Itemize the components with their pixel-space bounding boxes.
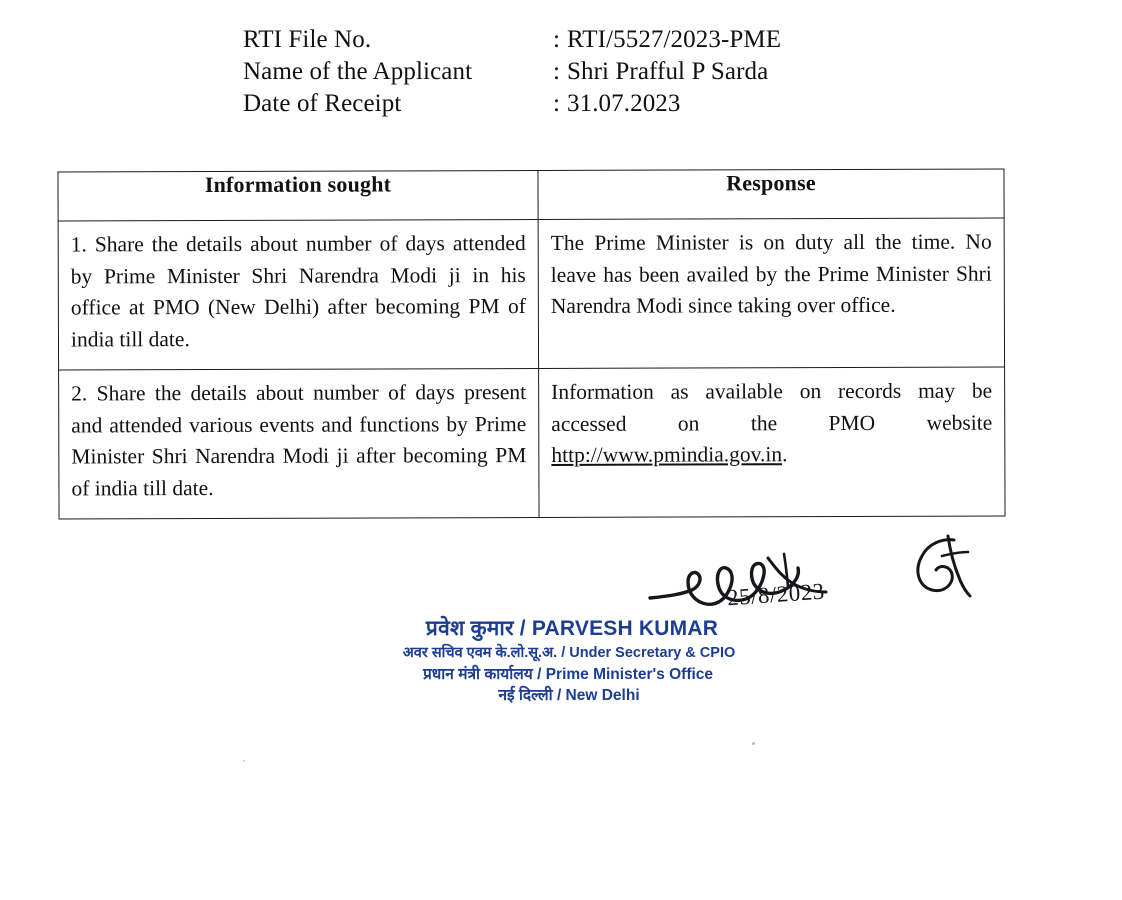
question-text-1: 1. Share the details about number of days attended by Prime Minister Shri Narendra Modi ji in his office at PMO (New Delhi) after becoming PM of india till date. <box>70 231 526 351</box>
rti-response-table <box>57 169 1005 520</box>
signature-area <box>0 520 1122 740</box>
rti-header-block <box>243 26 883 122</box>
scan-speck <box>752 742 755 745</box>
response-text-1: The Prime Minister is on duty all the time. No leave has been availed by the Prime Minister Shri Narendra Modi since taking over office. <box>550 229 992 318</box>
stamp-office: प्रधान मंत्री कार्यालय / Prime Minister's Office <box>422 665 714 683</box>
pmo-website-link[interactable]: http://www.pmindia.gov.in <box>551 442 783 467</box>
response-cell-1 <box>538 218 1004 368</box>
header-colon-applicant: : <box>553 58 561 85</box>
header-value-applicant: Shri Prafful P Sarda <box>567 58 769 85</box>
header-label-applicant: Name of the Applicant <box>243 58 473 85</box>
header-colon-file-no: : <box>553 26 561 53</box>
header-colon-date-of-receipt: : <box>553 90 561 117</box>
stamp-designation: अवर सचिव एवम के.लो.सू.अ. / Under Secretary & CPIO <box>402 645 736 661</box>
response-suffix-2: . <box>782 442 788 467</box>
scan-speck <box>243 760 245 762</box>
question-text-2: 2. Share the details about number of days present and attended various events and functions by Prime Minister Shri Narendra Modi ji after becoming PM of india till date. <box>71 380 527 500</box>
initial-signature-mark <box>908 534 978 600</box>
table-row <box>59 367 1005 519</box>
response-cell-2 <box>539 367 1005 517</box>
response-prefix-2: Information as available on records may be accessed on the PMO website <box>551 378 993 436</box>
header-label-date-of-receipt: Date of Receipt <box>243 90 402 117</box>
stamp-officer-name: प्रवेश कुमार / PARVESH KUMAR <box>425 617 719 640</box>
header-row-date-of-receipt <box>243 90 883 122</box>
table-row <box>58 218 1004 370</box>
header-value-date-of-receipt: 31.07.2023 <box>567 90 681 117</box>
question-cell-1 <box>58 219 538 370</box>
column-header-response: Response <box>538 169 1004 219</box>
response-text-2 <box>539 368 1004 486</box>
stamp-city: नई दिल्ली / New Delhi <box>498 687 640 704</box>
header-row-applicant <box>243 58 883 90</box>
question-cell-2 <box>59 368 539 519</box>
cpio-stamp-block <box>0 618 1122 704</box>
handwritten-date: 25/8/2023 <box>726 578 826 611</box>
column-header-information-sought: Information sought <box>58 170 538 221</box>
header-label-file-no: RTI File No. <box>243 26 372 53</box>
header-value-file-no: RTI/5527/2023-PME <box>567 26 782 53</box>
table-header-row <box>58 169 1004 221</box>
header-row-file-no <box>243 26 883 58</box>
